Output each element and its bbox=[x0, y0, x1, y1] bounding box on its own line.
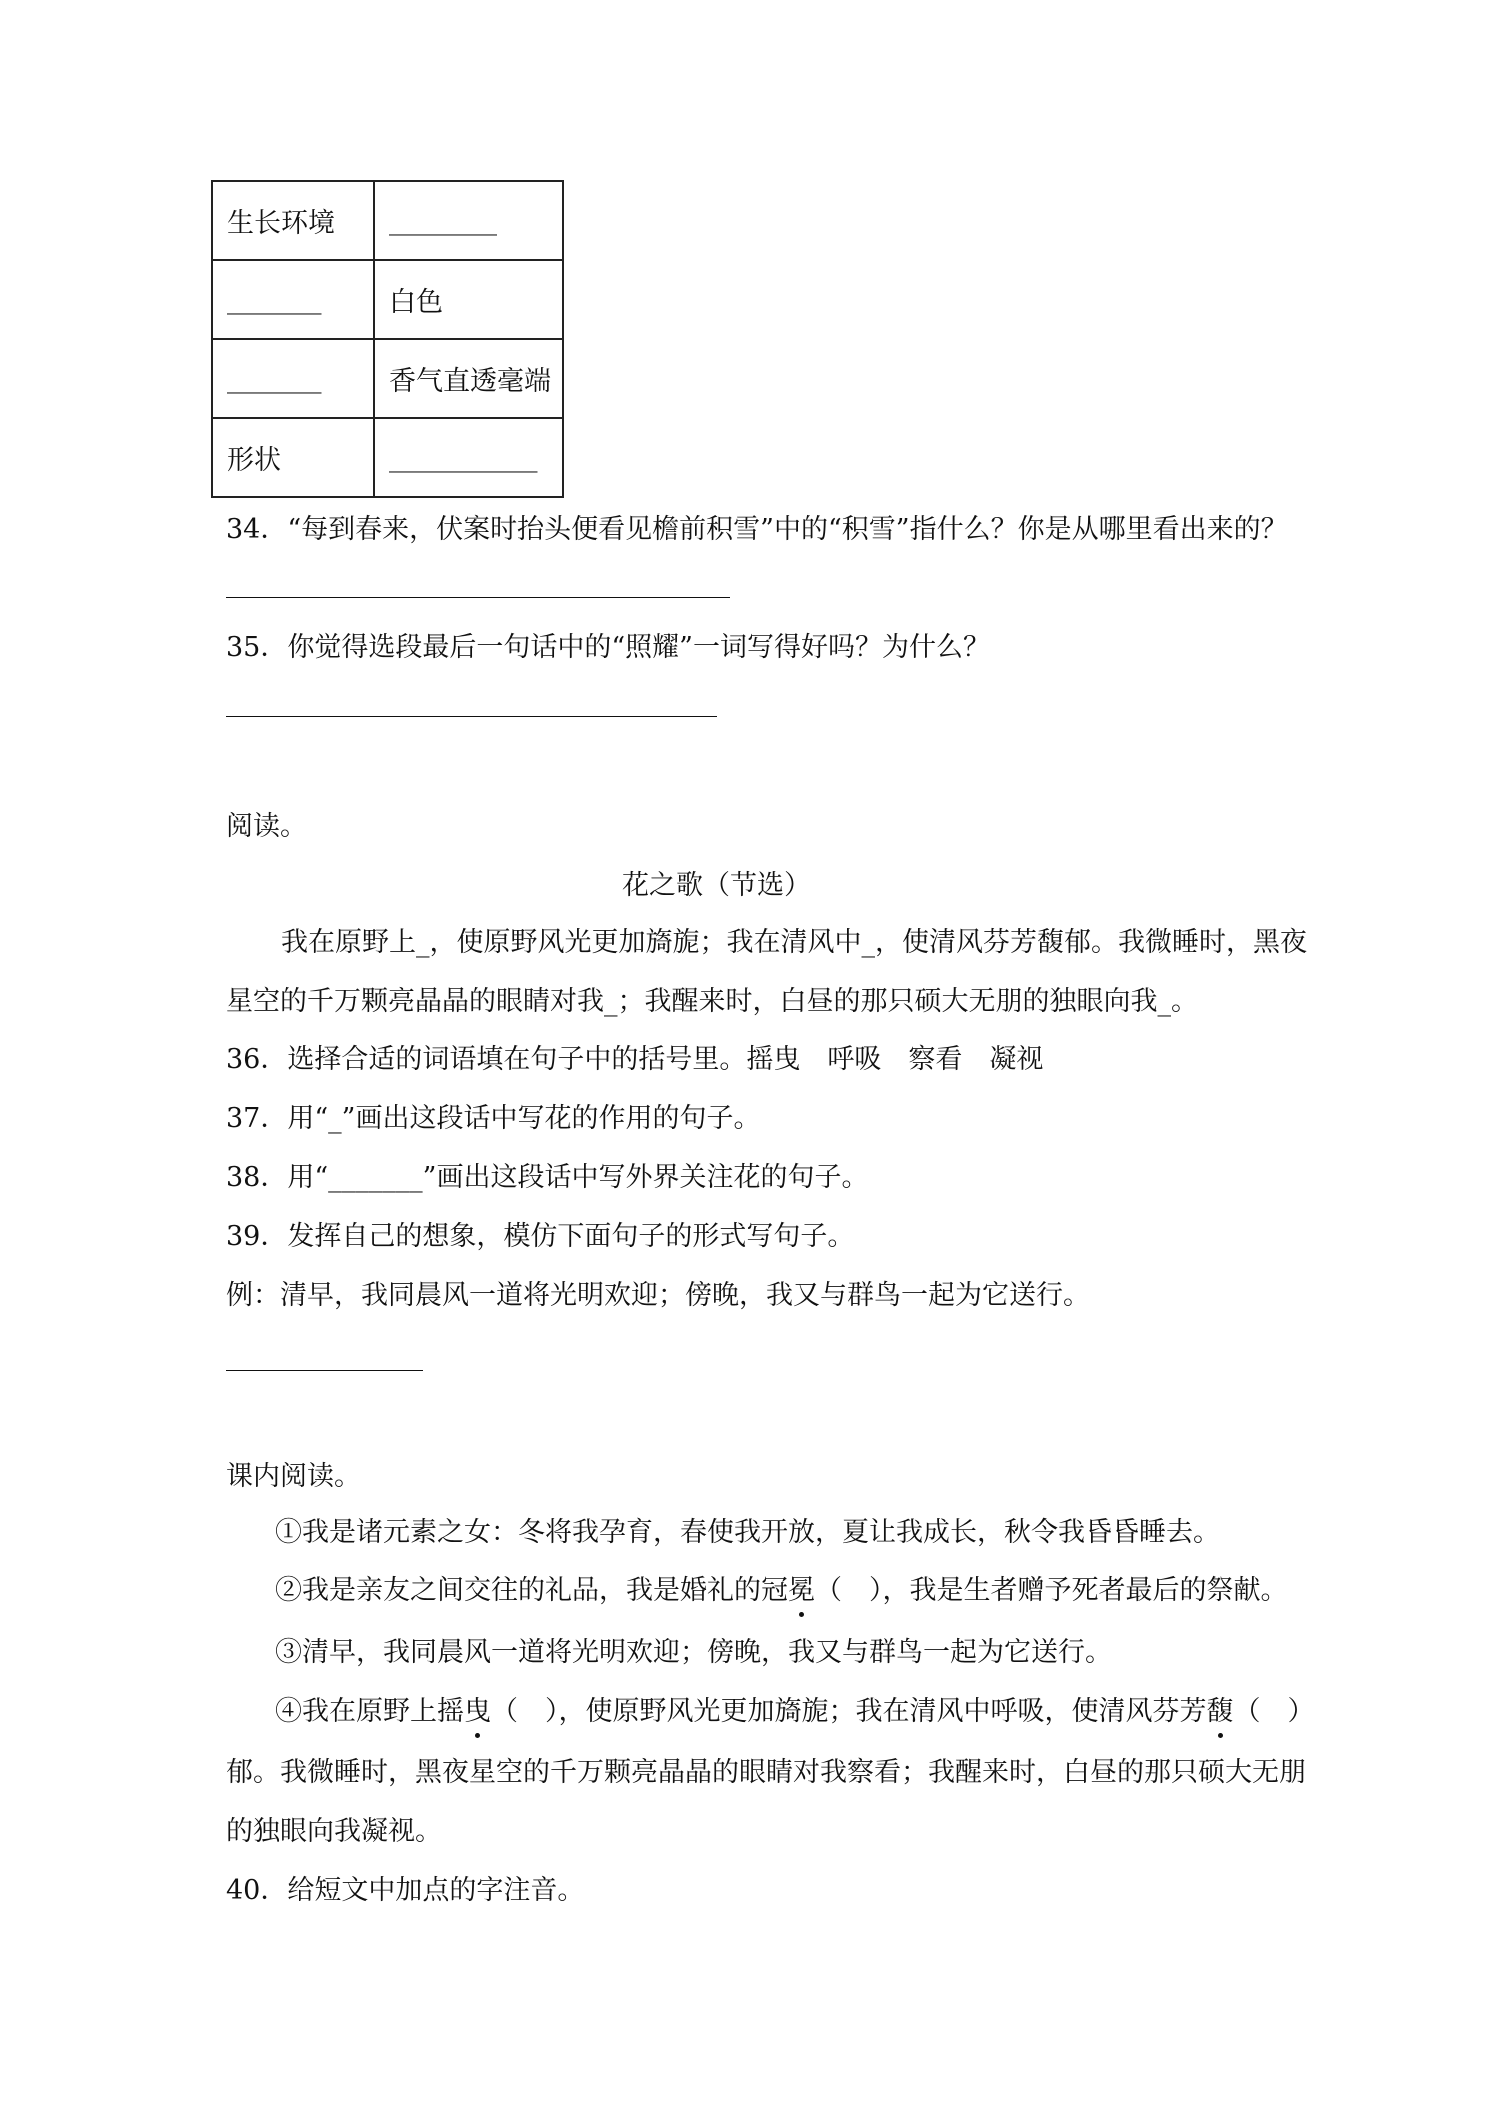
question-number: 35． bbox=[226, 632, 288, 663]
passage-paragraph: ③清早，我同晨风一道将光明欢迎；傍晚，我又与群鸟一起为它送行。 bbox=[275, 1637, 1112, 1668]
example-sentence: 例：清早，我同晨风一道将光明欢迎；傍晚，我又与群鸟一起为它送行。 bbox=[226, 1280, 1090, 1311]
table-cell-value: ___________ bbox=[374, 418, 563, 497]
answer-line-35[interactable] bbox=[226, 716, 717, 717]
answer-line-34[interactable] bbox=[226, 597, 730, 598]
question-35 bbox=[226, 630, 990, 666]
underline-mark: _ bbox=[328, 1103, 342, 1134]
question-39 bbox=[226, 1219, 854, 1255]
question-number: 40． bbox=[226, 1875, 288, 1906]
passage-line: 的独眼向我凝视。 bbox=[226, 1816, 442, 1847]
table-row bbox=[212, 339, 563, 418]
question-text-pre: 用“ bbox=[287, 1103, 329, 1134]
passage-text: ④我在原野上摇 bbox=[275, 1696, 464, 1727]
question-34 bbox=[226, 512, 1288, 548]
question-text-post: ”画出这段话中写外界关注花的句子。 bbox=[422, 1162, 869, 1193]
question-text: 发挥自己的想象，模仿下面句子的形式写句子。 bbox=[287, 1221, 855, 1252]
passage-text: （ ） bbox=[1233, 1696, 1315, 1727]
question-36 bbox=[226, 1042, 1043, 1078]
info-table bbox=[211, 180, 564, 498]
table-cell-label: _______ bbox=[212, 339, 374, 418]
passage-text: （ ），我是生者赠予死者最后的祭献。 bbox=[815, 1575, 1288, 1606]
passage-paragraph bbox=[275, 1573, 1288, 1609]
question-38 bbox=[226, 1160, 868, 1196]
question-text: “每到春来，伏案时抬头便看见檐前积雪”中的“积雪”指什么？你是从哪里看出来的？ bbox=[287, 514, 1288, 545]
passage-paragraph: ①我是诸元素之女：冬将我孕育，春使我开放，夏让我成长，秋令我昏昏睡去。 bbox=[275, 1517, 1220, 1548]
table-cell-value: 白色 bbox=[374, 260, 563, 339]
question-number: 34． bbox=[226, 514, 288, 545]
table-cell-label: 生长环境 bbox=[212, 181, 374, 260]
question-number: 38． bbox=[226, 1162, 288, 1193]
table-row bbox=[212, 418, 563, 497]
question-text: 选择合适的词语填在句子中的括号里。摇曳 呼吸 察看 凝视 bbox=[287, 1044, 1044, 1075]
passage-paragraph bbox=[275, 1694, 1315, 1730]
passage-line: 星空的千万颗亮晶晶的眼睛对我_；我醒来时，白昼的那只硕大无朋的独眼向我_。 bbox=[226, 986, 1198, 1017]
passage-text: （ ），使原野风光更加旖旎；我在清风中呼吸，使清风芬芳 bbox=[491, 1696, 1207, 1727]
table-cell-label: 形状 bbox=[212, 418, 374, 497]
answer-line-39[interactable] bbox=[226, 1370, 423, 1371]
question-text-post: ”画出这段话中写花的作用的句子。 bbox=[341, 1103, 761, 1134]
table-row bbox=[212, 260, 563, 339]
passage-title: 花之歌（节选） bbox=[622, 870, 811, 901]
table-cell-label: _______ bbox=[212, 260, 374, 339]
section-heading: 阅读。 bbox=[226, 811, 307, 842]
question-text: 给短文中加点的字注音。 bbox=[287, 1875, 585, 1906]
question-number: 39． bbox=[226, 1221, 288, 1252]
passage-text: ②我是亲友之间交往的礼品，我是婚礼的冠 bbox=[275, 1575, 788, 1606]
underline-mark: _______ bbox=[328, 1162, 423, 1193]
question-number: 36． bbox=[226, 1044, 288, 1075]
passage-line: 郁。我微睡时，黑夜星空的千万颗亮晶晶的眼睛对我察看；我醒来时，白昼的那只硕大无朋 bbox=[226, 1757, 1306, 1788]
question-40 bbox=[226, 1873, 584, 1909]
question-text-pre: 用“ bbox=[287, 1162, 329, 1193]
section-heading: 课内阅读。 bbox=[226, 1461, 361, 1492]
table-row bbox=[212, 181, 563, 260]
dotted-character: 曳 bbox=[464, 1694, 491, 1730]
dotted-character: 馥 bbox=[1207, 1694, 1234, 1730]
question-number: 37． bbox=[226, 1103, 288, 1134]
question-37 bbox=[226, 1101, 760, 1137]
table-cell-value: 香气直透毫端 bbox=[374, 339, 563, 418]
question-text: 你觉得选段最后一句话中的“照耀”一词写得好吗？为什么？ bbox=[287, 632, 990, 663]
passage-line: 我在原野上_，使原野风光更加旖旎；我在清风中_，使清风芬芳馥郁。我微睡时，黑夜 bbox=[281, 927, 1307, 958]
table-cell-value: ________ bbox=[374, 181, 563, 260]
dotted-character: 冕 bbox=[788, 1573, 815, 1609]
